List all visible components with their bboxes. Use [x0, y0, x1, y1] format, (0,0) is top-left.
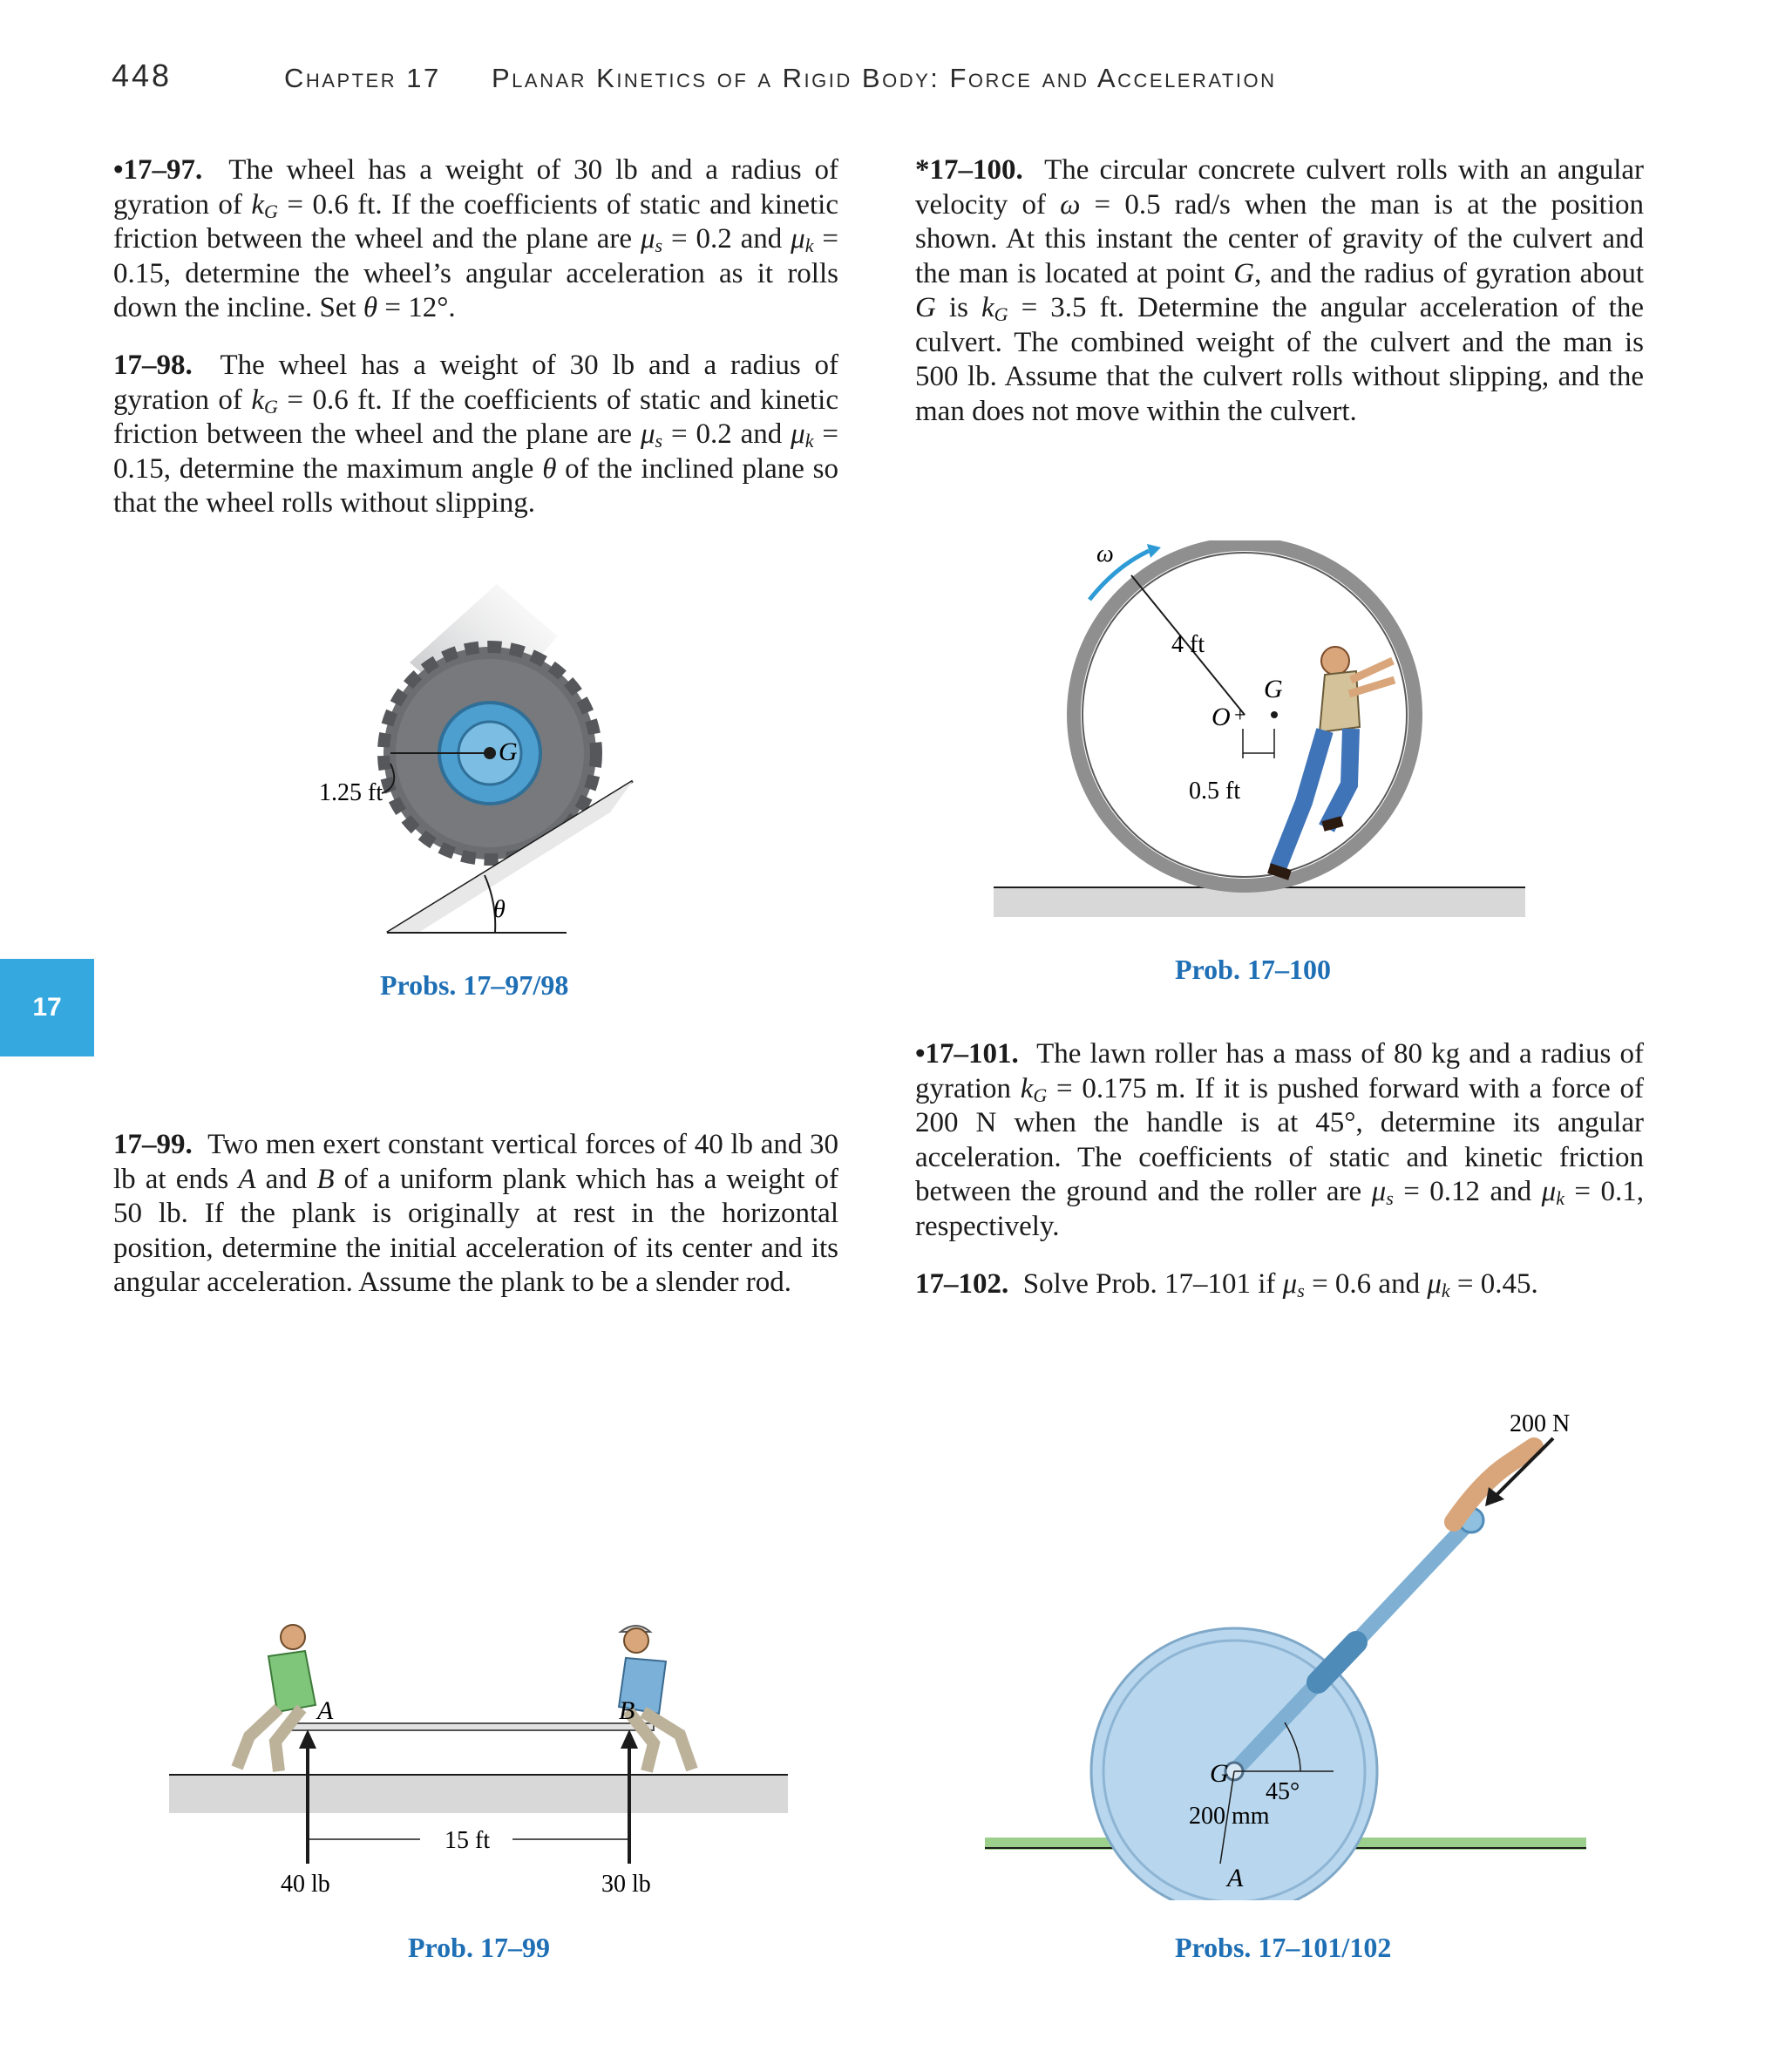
- G-point: [1271, 711, 1278, 718]
- problem-text: = 0.12 and: [1393, 1176, 1542, 1207]
- problem-text: = 0.15, determine the wheel’s angular acceleration as it rolls down the incline. Set: [113, 223, 838, 323]
- problem-text: = 0.5 rad/s when the man is at the position shown. At this instant the center of gravity of the culvert and the man is located at point: [915, 188, 1644, 289]
- problem-number: *17–100.: [915, 154, 1023, 186]
- figure-caption: Prob. 17–99: [408, 1932, 550, 1963]
- angle-label: 45°: [1266, 1778, 1300, 1805]
- symbol: G: [264, 395, 278, 418]
- figure-plank: [166, 1621, 802, 1900]
- right-force-label: 30 lb: [601, 1871, 651, 1898]
- symbol: G: [264, 200, 278, 222]
- symbol: μ: [791, 418, 805, 450]
- problem-number: 17–99.: [113, 1129, 193, 1160]
- chapter-label: Chapter 17: [284, 63, 441, 93]
- symbol: k: [1020, 1072, 1034, 1104]
- man-legs: [1278, 729, 1351, 868]
- symbol: μ: [1541, 1176, 1557, 1207]
- handle-sleeve: [1318, 1642, 1356, 1682]
- problem-text: The lawn roller has a mass of 80 kg and a radius of gyration: [915, 1038, 1644, 1104]
- offset-label: 0.5 ft: [1189, 778, 1241, 805]
- A-label: A: [317, 1696, 334, 1725]
- symbol: ω: [1060, 188, 1081, 221]
- symbol: G: [1233, 257, 1255, 289]
- problem-number: •17–101.: [915, 1038, 1019, 1070]
- symbol: k: [804, 234, 814, 256]
- chapter-tab[interactable]: 17: [0, 959, 94, 1056]
- left-force-label: 40 lb: [281, 1871, 330, 1898]
- chapter-title: Planar Kinetics of a Rigid Body: Force and Acceleration: [492, 63, 1277, 93]
- page-number: 448: [112, 58, 173, 93]
- problem-17-100: [915, 153, 1644, 429]
- problem-text: of the inclined plane so that the wheel rolls without slipping.: [113, 452, 838, 519]
- man-left-body: [268, 1651, 316, 1712]
- force-A-arrowhead: [299, 1729, 316, 1749]
- symbol: G: [915, 292, 936, 323]
- problem-text: is: [935, 292, 981, 323]
- figure-caption: Probs. 17–97/98: [380, 969, 569, 1001]
- symbol: μ: [1427, 1268, 1442, 1300]
- symbol: μ: [640, 223, 655, 255]
- figure-lawn-roller: [976, 1412, 1604, 1900]
- center-label: G: [499, 737, 518, 766]
- problem-text: = 0.6 ft. If the coefficients of static and kinetic friction between the wheel and the plane are: [113, 188, 838, 255]
- problem-text: = 0.1, respectively.: [915, 1176, 1644, 1242]
- problem-17-98: [113, 349, 838, 521]
- G-label: G: [1264, 675, 1283, 703]
- problem-17-99: [113, 1128, 838, 1301]
- problem-text: The wheel has a weight of 30 lb and a radius of gyration of: [113, 154, 839, 221]
- figure-culvert: [976, 540, 1543, 924]
- hand: [1454, 1447, 1534, 1522]
- problem-17-102: [915, 1267, 1644, 1302]
- problem-text: Solve Prob. 17–101 if: [1022, 1268, 1283, 1300]
- problem-text: and: [255, 1163, 317, 1195]
- problem-text: = 0.45.: [1449, 1268, 1538, 1300]
- span-label: 15 ft: [445, 1827, 491, 1854]
- problem-text: = 12°.: [377, 292, 456, 323]
- symbol: k: [1556, 1187, 1564, 1209]
- problem-17-97: [113, 153, 838, 326]
- O-label: O: [1211, 703, 1231, 731]
- symbol: θ: [363, 292, 378, 323]
- symbol: μ: [1282, 1268, 1298, 1300]
- symbol: μ: [1371, 1176, 1387, 1207]
- man-right-legs: [628, 1710, 692, 1771]
- symbol: k: [251, 384, 265, 416]
- problem-text: The circular concrete culvert rolls with an angular velocity of: [915, 154, 1644, 221]
- figure-caption: Prob. 17–100: [1175, 954, 1331, 985]
- man-head: [1321, 647, 1349, 675]
- symbol: k: [1441, 1280, 1450, 1301]
- figure-wheel-incline: [279, 558, 662, 941]
- symbol: B: [316, 1163, 335, 1195]
- symbol: s: [655, 430, 663, 452]
- problem-text: = 0.2 and: [662, 223, 791, 255]
- problem-text: = 0.175 m. If it is pushed forward with a force of 200 N when the handle is at 45°, determine its angular acceleration. The coefficients of static and kinetic friction between the ground and the roller are: [915, 1072, 1644, 1207]
- symbol: k: [251, 188, 265, 221]
- symbol: k: [981, 292, 994, 323]
- force-B-arrowhead: [621, 1729, 638, 1749]
- B-label: B: [619, 1696, 635, 1725]
- problem-text: Two men exert constant vertical forces of 40 lb and 30 lb at ends: [113, 1129, 838, 1195]
- problem-number: 17–102.: [915, 1268, 1009, 1300]
- man-left-legs: [237, 1709, 302, 1771]
- symbol: s: [1386, 1187, 1394, 1209]
- problem-number: •17–97.: [113, 154, 203, 186]
- angle-label: θ: [493, 896, 506, 923]
- radius-label: 1.25 ft: [319, 779, 383, 806]
- plank: [288, 1723, 654, 1730]
- symbol: s: [1297, 1280, 1305, 1301]
- problem-text: = 0.15, determine the maximum angle: [113, 418, 838, 485]
- symbol: μ: [791, 223, 805, 255]
- symbol: μ: [640, 418, 655, 450]
- radius-label: 200 mm: [1189, 1803, 1270, 1830]
- symbol: k: [804, 430, 814, 452]
- problem-text: = 0.2 and: [662, 418, 791, 450]
- A-label: A: [1227, 1864, 1244, 1892]
- problem-17-101: [915, 1037, 1644, 1244]
- symbol: A: [238, 1163, 256, 1195]
- man-left-head: [281, 1625, 305, 1649]
- problem-text: , and the radius of gyration about: [1254, 257, 1644, 289]
- figure-caption: Probs. 17–101/102: [1175, 1932, 1392, 1963]
- problem-text: The wheel has a weight of 30 lb and a radius of gyration of: [113, 350, 839, 416]
- omega-arrowhead: [1147, 544, 1161, 558]
- problem-text: = 0.6 and: [1304, 1268, 1428, 1300]
- symbol: s: [655, 234, 663, 256]
- problem-text: = 3.5 ft. Determine the angular acceleration of the culvert. The combined weight of the culvert and the man is 500 lb. Assume that the culvert rolls without slipping, and the man does not move within the culvert.: [915, 292, 1644, 427]
- ground: [169, 1775, 788, 1813]
- problem-number: 17–98.: [113, 350, 193, 381]
- O-mark: +: [1234, 704, 1246, 727]
- man-right-head: [624, 1628, 648, 1653]
- force-label: 200 N: [1510, 1412, 1571, 1437]
- radius-label: 4 ft: [1171, 631, 1205, 658]
- symbol: G: [994, 303, 1008, 325]
- omega-label: ω: [1096, 540, 1114, 567]
- symbol: G: [1033, 1084, 1048, 1106]
- symbol: θ: [542, 452, 557, 485]
- man-arms: [1349, 661, 1395, 694]
- problem-text: of a uniform plank which has a weight of 50 lb. If the plank is originally at rest in the horizontal position, determine the initial acceleration of its center and its angular acceleration. Assume the plank to be a slender rod.: [113, 1163, 838, 1298]
- G-label: G: [1210, 1759, 1229, 1788]
- problem-text: = 0.6 ft. If the coefficients of static and kinetic friction between the wheel and the plane are: [113, 384, 838, 450]
